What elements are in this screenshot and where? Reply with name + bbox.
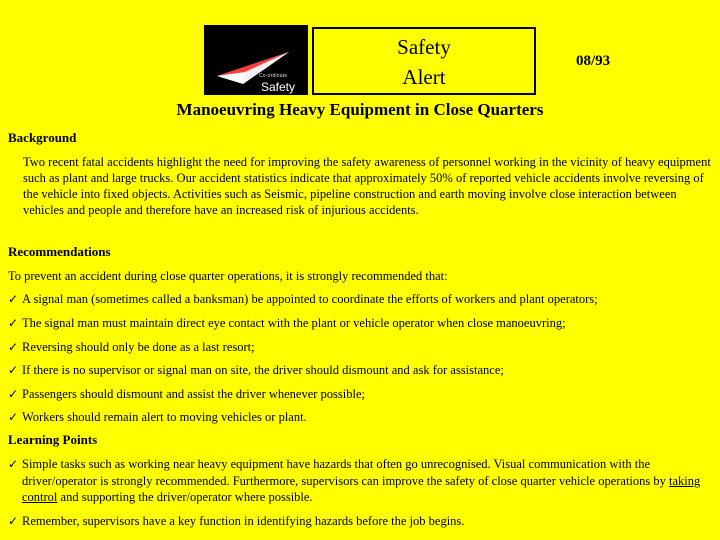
background-text: Two recent fatal accidents highlight the need for improving the safety awareness of personnel working in the vicinity of heavy equipment such as plant and large trucks. Our accident statistics indicate that approximately 50% of reported vehicle accidents involve reversing of the vehicle into fixed objects. Activities such as Seismic, pipeline construction and earth moving involve close interaction between vehicles and people and therefore have an increased risk of injurious accidents. [23, 155, 711, 217]
check-icon: ✓ [8, 457, 19, 471]
page-title: Manoeuvring Heavy Equipment in Close Quarters [176, 100, 544, 119]
list-item-text: The signal man must maintain direct eye contact with the plant or vehicle operator when close manoeuvring; [22, 316, 566, 330]
list-item-text: Remember, supervisors have a key function in identifying hazards before the job begins. [22, 514, 465, 528]
taking-control-link[interactable]: taking control [22, 473, 701, 504]
recommendations-heading: Recommendations [8, 244, 111, 259]
list-item [8, 339, 714, 356]
list-item-text: Passengers should dismount and assist the driver whenever possible; [22, 387, 366, 401]
list-item-text: Workers should remain alert to moving vehicles or plant. [22, 410, 307, 424]
learning-text-part-2: and supporting the driver/operator where possible. [57, 490, 313, 504]
list-item [8, 456, 714, 506]
list-item-text: Reversing should only be done as a last resort; [22, 340, 255, 354]
learning-text-part-1: Simple tasks such as working near heavy equipment have hazards that often go unrecognised. Visual communication with the driver/operator is strongly recommended. Furthermore, supervisors can improve the safety of close quarter vehicle operations by [22, 457, 670, 488]
logo-word: Safety [261, 80, 296, 94]
check-icon: ✓ [8, 363, 19, 377]
alert-line-1: Safety [397, 35, 451, 59]
alert-line-2: Alert [402, 65, 446, 89]
check-icon: ✓ [8, 292, 19, 306]
learning-points-heading: Learning Points [8, 432, 98, 447]
list-item-text: A signal man (sometimes called a banksman) be appointed to coordinate the efforts of workers and plant operators; [22, 292, 598, 306]
list-item [8, 315, 714, 332]
check-icon: ✓ [8, 316, 19, 330]
list-item [8, 409, 714, 426]
company-logo [204, 25, 308, 95]
check-icon: ✓ [8, 410, 19, 424]
check-icon: ✓ [8, 514, 19, 528]
recommendations-intro: To prevent an accident during close quarter operations, it is strongly recommended that: [8, 269, 448, 283]
list-item [8, 362, 714, 379]
list-item [8, 513, 714, 530]
background-heading: Background [8, 130, 77, 145]
list-item [8, 386, 714, 403]
list-item-text: If there is no supervisor or signal man on site, the driver should dismount and ask for assistance; [22, 363, 504, 377]
list-item [8, 291, 714, 308]
logo-small-text: Co-ordinate [259, 73, 288, 79]
issue-date: 08/93 [576, 53, 611, 69]
safety-alert-box [312, 27, 536, 95]
list-item-text [22, 456, 714, 506]
check-icon: ✓ [8, 340, 19, 354]
check-icon: ✓ [8, 387, 19, 401]
